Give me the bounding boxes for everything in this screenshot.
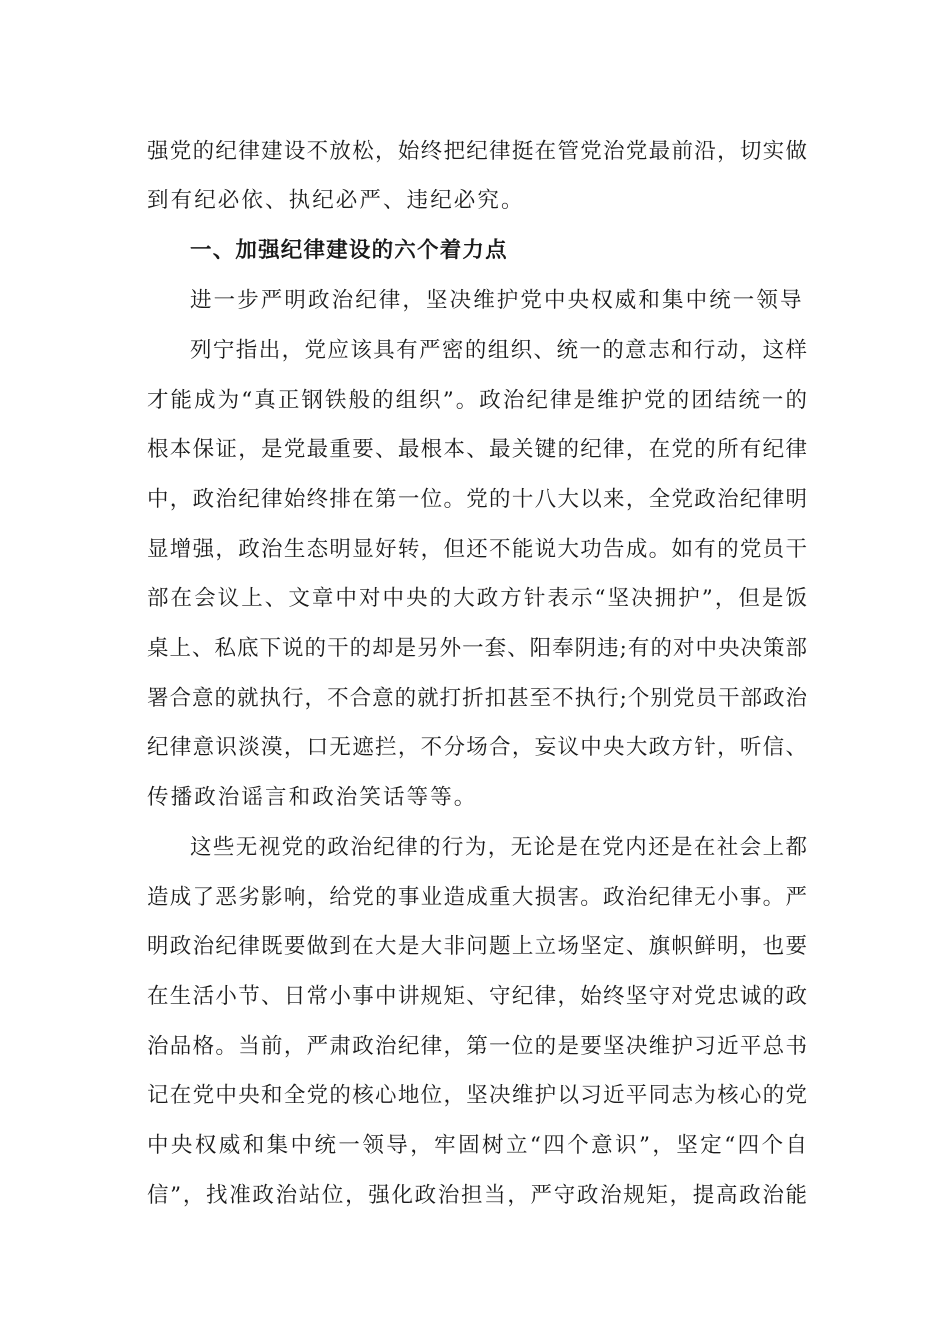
section-heading: 一、加强纪律建设的六个着力点 bbox=[190, 238, 508, 263]
paragraph-line: 强党的纪律建设不放松，始终把纪律挺在管党治党最前沿，切实做 bbox=[147, 139, 807, 164]
paragraph-line: 信”，找准政治站位，强化政治担当，严守政治规矩，提高政治能 bbox=[147, 1183, 807, 1208]
paragraph-line: 署合意的就执行，不合意的就打折扣甚至不执行;个别党员干部政治 bbox=[147, 686, 807, 711]
paragraph-line: 到有纪必依、执纪必严、违纪必究。 bbox=[147, 188, 525, 213]
paragraph-line: 明政治纪律既要做到在大是大非问题上立场坚定、旗帜鲜明，也要 bbox=[147, 934, 807, 959]
paragraph-line: 根本保证，是党最重要、最根本、最关键的纪律，在党的所有纪律 bbox=[147, 437, 807, 462]
paragraph-line: 治品格。当前，严肃政治纪律，第一位的是要坚决维护习近平总书 bbox=[147, 1034, 807, 1059]
paragraph-line: 记在党中央和全党的核心地位，坚决维护以习近平同志为核心的党 bbox=[147, 1083, 807, 1108]
paragraph-line: 造成了恶劣影响，给党的事业造成重大损害。政治纪律无小事。严 bbox=[147, 885, 807, 910]
paragraph-line: 才能成为“真正钢铁般的组织”。政治纪律是维护党的团结统一的 bbox=[147, 388, 807, 413]
paragraph-line: 这些无视党的政治纪律的行为，无论是在党内还是在社会上都 bbox=[190, 835, 807, 860]
subsection-heading: 进一步严明政治纪律，坚决维护党中央权威和集中统一领导 bbox=[190, 288, 804, 313]
paragraph-line: 显增强，政治生态明显好转，但还不能说大功告成。如有的党员干 bbox=[147, 537, 807, 562]
paragraph-line: 列宁指出，党应该具有严密的组织、统一的意志和行动，这样 bbox=[190, 338, 807, 363]
paragraph-line: 纪律意识淡漠，口无遮拦，不分场合，妄议中央大政方针，听信、 bbox=[147, 735, 807, 760]
paragraph-line: 传播政治谣言和政治笑话等等。 bbox=[147, 785, 478, 810]
paragraph-line: 在生活小节、日常小事中讲规矩、守纪律，始终坚守对党忠诚的政 bbox=[147, 984, 807, 1009]
paragraph-line: 中央权威和集中统一领导，牢固树立“四个意识”，坚定“四个自 bbox=[147, 1133, 807, 1158]
paragraph-line: 部在会议上、文章中对中央的大政方针表示“坚决拥护”，但是饭 bbox=[147, 586, 807, 611]
paragraph-line: 中，政治纪律始终排在第一位。党的十八大以来，全党政治纪律明 bbox=[147, 487, 807, 512]
paragraph-line: 桌上、私底下说的干的却是另外一套、阳奉阴违;有的对中央决策部 bbox=[147, 636, 807, 661]
